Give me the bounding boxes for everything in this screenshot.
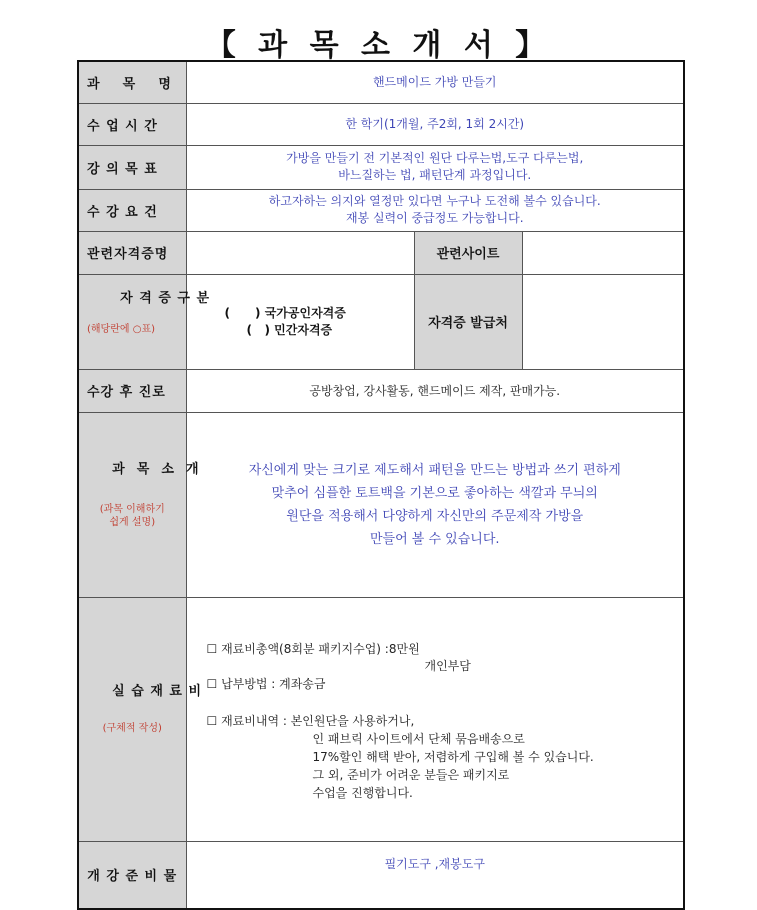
cert-type-label-text: 자 격 증 구 분	[120, 290, 211, 306]
objective-label: 강 의 목 표	[78, 145, 186, 189]
cert-type-label	[78, 274, 211, 369]
related-site-value	[522, 231, 684, 274]
career-label: 수강 후 진로	[78, 369, 186, 412]
row-course-name	[78, 61, 684, 103]
intro-value	[186, 412, 684, 597]
row-cert-type	[78, 274, 684, 369]
materials-details-1: ☐ 재료비내역 : 본인원단을 사용하거나,	[206, 713, 415, 728]
course-intro-form	[77, 60, 685, 910]
row-certificate	[78, 231, 684, 274]
class-time-value: 한 학기(1개월, 주2회, 1회 2시간)	[186, 103, 684, 145]
certificate-label: 관련자격증명	[78, 231, 186, 274]
requirements-line-2: 재봉 실력이 중급정도 가능합니다.	[345, 211, 524, 225]
row-materials	[78, 597, 684, 841]
materials-details-4: 그 외, 준비가 어려운 분들은 패키지로	[312, 767, 510, 782]
materials-details-2: 인 패브릭 사이트에서 단체 묶음배송으로	[312, 731, 525, 746]
option-private-cert: ( ) 민간자격증	[246, 322, 333, 337]
objective-value	[186, 145, 684, 189]
intro-label	[78, 412, 200, 597]
materials-value	[186, 597, 684, 841]
row-requirements	[78, 189, 684, 231]
cert-type-options	[186, 274, 414, 369]
materials-details-3: 17%할인 해택 받아, 저렴하게 구입해 볼 수 있습니다.	[312, 749, 594, 764]
intro-sub: (과목 이해하기 쉽게 설명)	[99, 503, 165, 528]
row-supplies	[78, 841, 684, 909]
intro-line-2: 맞추어 심플한 토트백을 기본으로 좋아하는 색깔과 무늬의	[271, 485, 598, 501]
class-time-label: 수 업 시 간	[78, 103, 186, 145]
objective-line-2: 바느질하는 법, 패턴단계 과정입니다.	[338, 168, 532, 182]
supplies-value: 필기도구 ,재봉도구	[186, 841, 684, 909]
row-career	[78, 369, 684, 412]
related-site-label: 관련사이트	[414, 231, 522, 274]
materials-label-text: 실 습 재 료 비	[112, 684, 203, 699]
career-value: 공방창업, 강사활동, 핸드메이드 제작, 판매가능.	[186, 369, 684, 412]
materials-label	[78, 597, 203, 841]
materials-total: ☐ 재료비총액(8회분 패키지수업) :8만원	[206, 641, 420, 656]
certificate-value	[186, 231, 414, 274]
cert-issuer-label: 자격증 발급처	[414, 274, 522, 369]
materials-details-5: 수업을 진행합니다.	[312, 785, 413, 800]
supplies-label: 개 강 준 비 물	[78, 841, 186, 909]
materials-sub: (구체적 작성)	[102, 723, 162, 734]
row-objective	[78, 145, 684, 189]
materials-payment: ☐ 납부방법 : 계좌송금	[206, 676, 326, 691]
requirements-value	[186, 189, 684, 231]
course-name-label: 과 목 명	[78, 61, 186, 103]
intro-line-1: 자신에게 맞는 크기로 제도해서 패턴을 만드는 방법과 쓰기 편하게	[248, 462, 621, 478]
requirements-label: 수 강 요 건	[78, 189, 186, 231]
option-national-cert: ( ) 국가공인자격증	[224, 305, 346, 320]
cert-type-sub: (해당란에 ○표)	[87, 323, 156, 335]
row-intro	[78, 412, 684, 597]
requirements-line-1: 하고자하는 의지와 열정만 있다면 누구나 도전해 볼수 있습니다.	[268, 194, 601, 208]
cert-issuer-value	[522, 274, 684, 369]
course-name-value: 핸드메이드 가방 만들기	[186, 61, 684, 103]
objective-line-1: 가방을 만들기 전 기본적인 원단 다루는법,도구 다루는법,	[286, 151, 584, 165]
intro-line-4: 만들어 볼 수 있습니다.	[369, 531, 500, 547]
intro-line-3: 원단을 적용해서 다양하게 자신만의 주문제작 가방을	[286, 508, 584, 524]
materials-burden: 개인부담	[424, 658, 471, 673]
document-title: 【 과 목 소 개 서 】	[205, 28, 552, 63]
row-class-time	[78, 103, 684, 145]
intro-label-text: 과 목 소 개	[112, 461, 200, 477]
